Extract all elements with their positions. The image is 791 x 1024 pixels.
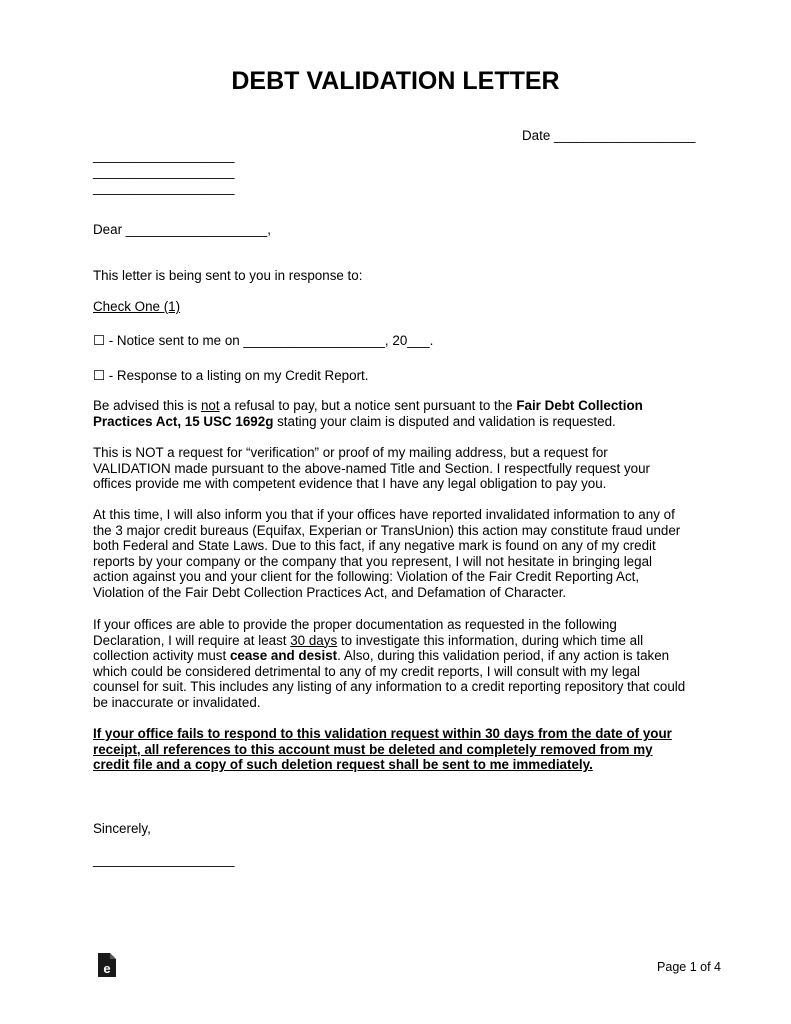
address-line-1: ___________________ [93,148,235,163]
option-notice: ☐ - Notice sent to me on ___________________, 20___. [93,333,434,348]
paragraph-documentation: If your offices are able to provide the proper documentation as requested in the following Declaration, I will require at least 30 days to investigate this information, during which time all collection activity must cease and desist. Also, during this validation period, if any action is taken which could be considered detrimental to any of my credit reports, I will consult with my legal counsel for suit. This includes any listing of any information to a credit reporting repository that could be inaccurate or invalidated. [93,617,686,710]
paragraph-credit-bureaus: At this time, I will also inform you that if your offices have reported invalidated information to any of the 3 major credit bureaus (Equifax, Experian or TransUnion) this action may constitute fraud under both Federal and State Laws. Due to this fact, if any negative mark is found on any of my credit reports by your company or the company that you represent, I will not hesitate in bringing legal action against you and your client for the following: Violation of the Fair Credit Reporting Act, Violation of the Fair Debt Collection Practices Act, and Defamation of Character. [93,507,681,600]
address-line-3: ___________________ [93,180,235,195]
paragraph-validation: This is NOT a request for “verification” or proof of my mailing address, but a request for VALIDATION made pursuant to the above-named Title and Section. I respectfully request your offices provide me with competent evidence that I have any legal obligation to pay you. [93,445,650,492]
closing: Sincerely, [93,821,151,836]
date-line: Date ___________________ [522,128,696,143]
address-line-2: ___________________ [93,164,235,179]
option-credit-report: ☐ - Response to a listing on my Credit Report. [93,368,369,383]
eforms-logo-icon [96,952,118,978]
intro-text: This letter is being sent to you in response to: [93,268,363,283]
signature-line: ___________________ [93,852,235,867]
svg-text:e: e [103,961,111,976]
page-title: DEBT VALIDATION LETTER [231,67,560,95]
paragraph-deletion-demand: If your office fails to respond to this validation request within 30 days from the date of your receipt, all references to this account must be deleted and completely removed from my credit file and a copy of such deletion request shall be sent to me immediately. [93,726,672,773]
paragraph-advisory: Be advised this is not a refusal to pay, but a notice sent pursuant to the Fair Debt Collection Practices Act, 15 USC 1692g stating your claim is disputed and validation is requested. [93,398,643,429]
check-one-label: Check One (1) [93,299,181,314]
salutation: Dear ___________________, [93,222,271,237]
page-number: Page 1 of 4 [657,960,721,974]
